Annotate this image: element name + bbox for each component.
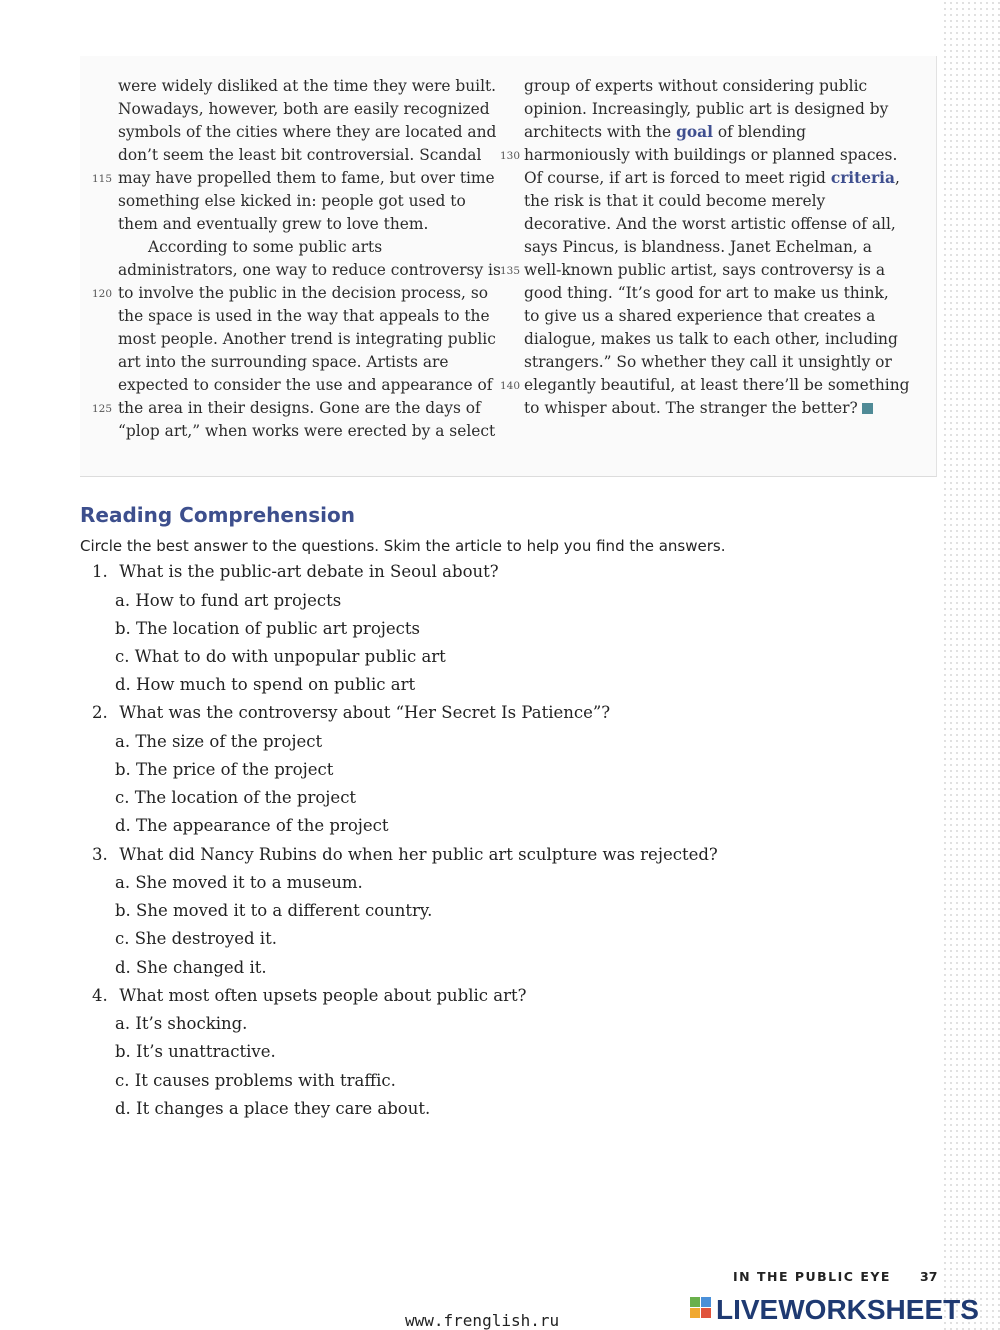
answer-option[interactable]: d. How much to spend on public art (115, 675, 416, 695)
line-text: most people. Another trend is integrating public (118, 330, 496, 348)
text-line (118, 374, 493, 397)
line-text: may have propelled them to fame, but over time (118, 169, 495, 187)
text-line (118, 328, 496, 351)
question (92, 558, 718, 587)
answer-option[interactable]: a. How to fund art projects (115, 590, 342, 610)
end-of-article-square-icon (862, 403, 873, 414)
logo-tile (701, 1308, 711, 1318)
question-text: What was the controversy about “Her Secret Is Patience”? (114, 703, 611, 723)
question-list (92, 558, 718, 1123)
question (92, 841, 718, 870)
answer-option[interactable]: a. The size of the project (115, 731, 323, 751)
logo-tile (701, 1297, 711, 1307)
page-number: 37 (920, 1269, 938, 1284)
answer-option[interactable]: a. She moved it to a museum. (115, 873, 363, 892)
text-line: group of experts without considering public (524, 77, 868, 95)
answer-option[interactable]: d. The appearance of the project (115, 816, 389, 836)
article-left-column (91, 75, 501, 443)
logo-wordmark: LIVEWORKSHEETS (716, 1294, 979, 1325)
line-number: 120 (91, 288, 112, 300)
answer-option[interactable]: b. She moved it to a different country. (115, 901, 433, 921)
text-line: 135 well-known public artist, says controversy is a (524, 259, 909, 282)
text-line (118, 351, 493, 374)
question-text: What most often upsets people about public art? (114, 985, 527, 1005)
text-line: the risk is that it could become merely (524, 192, 826, 210)
text-line (118, 144, 493, 167)
text-line (118, 98, 493, 121)
question-number: 2. (92, 703, 108, 723)
answer-option[interactable]: d. She changed it. (115, 957, 267, 977)
line-number: 130 (499, 150, 520, 162)
answer-option[interactable]: b. The price of the project (115, 759, 334, 779)
text-line (118, 213, 493, 236)
text-line: strangers.” So whether they call it unsightly or (524, 353, 892, 371)
footer-section-title: IN THE PUBLIC EYE (733, 1269, 891, 1284)
text-line: 130 harmoniously with buildings or planned spaces. (524, 144, 909, 167)
text-line (118, 420, 496, 443)
line-text: don’t seem the least bit controversial. Scandal (118, 146, 482, 164)
line-text: administrators, one way to reduce controversy is (118, 261, 501, 279)
line-number: 125 (91, 403, 112, 415)
answer-option[interactable]: b. The location of public art projects (115, 618, 420, 638)
answer-option[interactable]: c. It causes problems with traffic. (115, 1070, 396, 1090)
text-line: to whisper about. The stranger the better? (524, 397, 909, 420)
line-number: 135 (499, 265, 520, 277)
answer-option[interactable]: c. The location of the project (115, 788, 357, 808)
answer-option[interactable]: c. She destroyed it. (115, 929, 277, 949)
question (92, 699, 718, 728)
line-text: were widely disliked at the time they were built. (118, 77, 497, 95)
instructions: Circle the best answer to the questions. Skim the article to help you find the answers. (80, 537, 726, 555)
question (92, 982, 718, 1011)
line-text: something else kicked in: people got used to (118, 192, 466, 210)
text-line: decorative. And the worst artistic offense of all, (524, 215, 896, 233)
text-line: dialogue, makes us talk to each other, including (524, 330, 898, 348)
line-text: art into the surrounding space. Artists are (118, 353, 449, 371)
liveworksheets-logo (690, 1291, 990, 1325)
vocab-goal: goal (676, 123, 713, 141)
watermark-url: www.frenglish.ru (405, 1311, 560, 1330)
section-heading: Reading Comprehension (80, 503, 355, 527)
answer-option[interactable]: b. It’s unattractive. (115, 1042, 276, 1062)
line-text: expected to consider the use and appearance of (118, 376, 493, 394)
line-text: them and eventually grew to love them. (118, 215, 429, 233)
article-right-column (499, 75, 910, 420)
text-line: says Pincus, is blandness. Janet Echelman, a (524, 238, 872, 256)
line-text: the space is used in the way that appeals to the (118, 307, 490, 325)
question-text: What did Nancy Rubins do when her public art sculpture was rejected? (114, 844, 718, 864)
text-line (91, 282, 493, 305)
text-line: opinion. Increasingly, public art is designed by (524, 100, 889, 118)
logo-tile (690, 1308, 700, 1318)
line-number: 115 (91, 173, 112, 185)
question-number: 4. (92, 985, 108, 1005)
question-number: 1. (92, 562, 108, 581)
text-line (118, 236, 493, 259)
line-text: According to some public arts (148, 238, 383, 256)
text-line: good thing. “It’s good for art to make us think, (524, 284, 889, 302)
text-line: 140 elegantly beautiful, at least there’ll be something (524, 374, 909, 397)
text-line (91, 167, 495, 190)
answer-option[interactable]: c. What to do with unpopular public art (115, 646, 446, 666)
page-edge-dot-pattern (942, 0, 1000, 1330)
vocab-criteria: criteria (830, 169, 895, 187)
line-text: to involve the public in the decision process, so (118, 284, 488, 302)
answer-option[interactable]: d. It changes a place they care about. (115, 1098, 431, 1118)
text-line (118, 305, 493, 328)
line-text: symbols of the cities where they are located and (118, 123, 497, 141)
logo-tile (690, 1297, 700, 1307)
question-text: What is the public-art debate in Seoul about? (114, 562, 499, 581)
text-line (118, 121, 497, 144)
line-text: “plop art,” when works were erected by a select (118, 422, 496, 440)
text-line (118, 190, 493, 213)
text-line: to give us a shared experience that creates a (524, 307, 876, 325)
answer-option[interactable]: a. It’s shocking. (115, 1014, 248, 1034)
text-line: Of course, if art is forced to meet rigid criteria, (524, 169, 900, 187)
text-line (118, 259, 501, 282)
question-number: 3. (92, 844, 108, 864)
line-number: 140 (499, 380, 520, 392)
line-text: Nowadays, however, both are easily recognized (118, 100, 490, 118)
text-line: architects with the goal of blending (524, 123, 807, 141)
liveworksheets-logo-graphic (690, 1291, 990, 1325)
text-line (91, 397, 493, 420)
line-text: the area in their designs. Gone are the days of (118, 399, 481, 417)
text-line (118, 75, 497, 98)
